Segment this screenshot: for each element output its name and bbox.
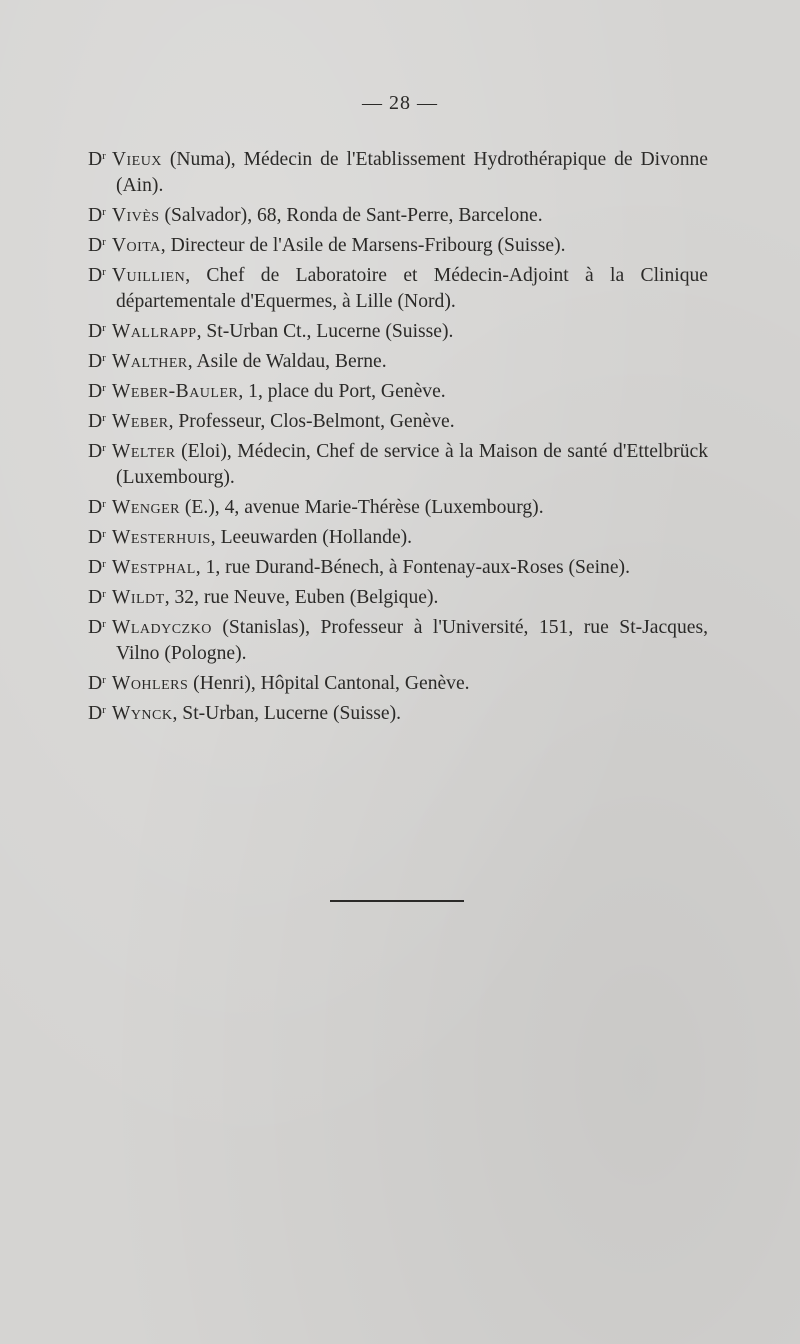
entry-surname: Walther [111,351,188,372]
entry-details: , Chef de Laboratoire et Médecin-Adjoint à la Clinique départementale d'Equermes, à Lille (Nord). [116,265,708,312]
list-item [88,199,708,229]
entry-details: (Salvador), 68, Ronda de Sant-Perre, Barcelone. [159,205,543,226]
list-item [88,315,708,345]
entry-details: , Leeuwarden (Hollande). [210,527,413,548]
entry-surname: Vieux [111,149,162,170]
entry-surname: Voita [111,235,161,256]
entry-surname: Wenger [111,497,180,518]
list-item [88,259,708,315]
entry-details: (Henri), Hôpital Cantonal, Genève. [188,673,470,694]
entry-title: $D^r$ [88,527,106,548]
entry-title: $D^r$ [88,235,106,256]
list-item [88,667,708,697]
entry-details: , 32, rue Neuve, Euben (Belgique). [164,587,439,608]
entry-title: $D^r$ [88,703,106,724]
entry-title: $D^r$ [88,265,106,286]
entry-details: , St-Urban Ct., Lucerne (Suisse). [196,321,454,342]
page-number: — 28 — [362,92,438,114]
entry-details: , St-Urban, Lucerne (Suisse). [172,703,402,724]
entry-details: , Asile de Waldau, Berne. [187,351,387,372]
entry-surname: Welter [111,441,176,462]
entry-title: $D^r$ [88,205,106,226]
entry-details: , Professeur, Clos-Belmont, Genève. [168,411,455,432]
entry-details: , 1, rue Durand-Bénech, à Fontenay-aux-Roses (Seine). [195,557,630,578]
entry-title: $D^r$ [88,381,106,402]
list-item [88,345,708,375]
list-item [88,611,708,667]
list-item [88,435,708,491]
entry-title: $D^r$ [88,441,106,462]
entry-surname: Weber-Bauler [111,381,239,402]
entry-details: (Numa), Médecin de l'Etablissement Hydrothérapique de Divonne (Ain). [116,149,708,196]
member-list [88,143,708,727]
entry-details: , 1, place du Port, Genève. [238,381,446,402]
entry-details: (E.), 4, avenue Marie-Thérèse (Luxembourg). [179,497,544,518]
entry-surname: Weber [111,411,169,432]
entry-title: $D^r$ [88,673,106,694]
list-item [88,491,708,521]
entry-title: $D^r$ [88,149,106,170]
entry-title: $D^r$ [88,587,106,608]
entry-surname: Westerhuis [111,527,211,548]
entry-title: $D^r$ [88,557,106,578]
list-item [88,143,708,199]
entry-title: $D^r$ [88,411,106,432]
entry-surname: Wildt [111,587,165,608]
entry-surname: Wallrapp [111,321,197,342]
entry-title: $D^r$ [88,497,106,518]
list-item [88,581,708,611]
entry-title: $D^r$ [88,351,106,372]
entry-title: $D^r$ [88,321,106,342]
entry-details: (Eloi), Médecin, Chef de service à la Maison de santé d'Ettelbrück (Luxembourg). [116,441,708,488]
entry-details: , Directeur de l'Asile de Marsens-Fribourg (Suisse). [160,235,566,256]
entry-details: (Stanislas), Professeur à l'Université, 151, rue St-Jacques, Vilno (Pologne). [116,617,708,664]
end-rule [330,900,464,902]
entry-surname: Wohlers [111,673,189,694]
entry-title: $D^r$ [88,617,106,638]
list-item [88,375,708,405]
entry-surname: Wynck [111,703,173,724]
entry-surname: Wladyczko [111,617,212,638]
list-item [88,521,708,551]
entry-surname: Vivès [111,205,160,226]
list-item [88,697,708,727]
list-item [88,405,708,435]
list-item [88,229,708,259]
list-item [88,551,708,581]
entry-surname: Vuillien [111,265,186,286]
entry-surname: Westphal [111,557,196,578]
